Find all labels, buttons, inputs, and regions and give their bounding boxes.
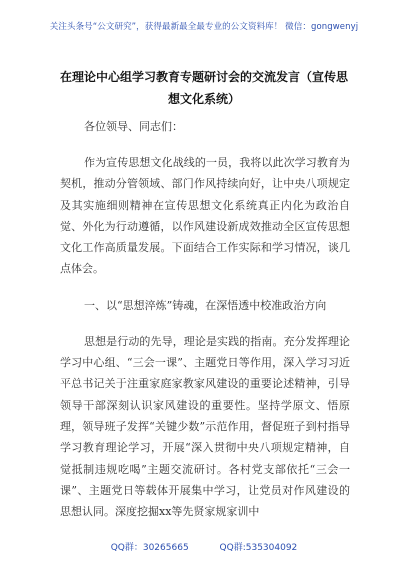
section-paragraph: 思想是行动的先导，理论是实践的指南。充分发挥理论学习中心组、“三会一课”、主题党日等作用，深入学习习近平总书记关于注重家庭家教家风建设的重要论述精神，引导领导干部深刻认识家风建设的重要性。坚持学原文、悟原理，领导班子发挥“关键少数”示范作用，督促班子到村指导学习教育理论学习，开展“深入贯彻中央八项规定精神，自觉抵制违规吃喝”主题交流研讨。各村党支部依托“三会一课”、主题党日等载体开展集中学习，让党员对作风建设的思想认同。深度挖掘xx等先贤家规家训中 [60, 334, 350, 519]
salutation: 各位领导、同志们： [84, 120, 183, 133]
document-body [60, 116, 350, 537]
section-heading: 一、以“思想淬炼”铸魂，在深悟透中校准政治方向 [84, 298, 327, 312]
document-title: 在理论中心组学习教育专题研讨会的交流发言（宣传思想文化系统） [59, 70, 348, 106]
header-banner: 关注头条号“公文研究”，获得最新最全最专业的公文资料库！ 微信：gongwenyj [49, 22, 359, 32]
footer-qq-group-2: QQ群:535304092 [219, 543, 298, 553]
footer-qq-group-1: QQ群：30265665 [110, 543, 189, 553]
intro-paragraph: 作为宣传思想文化战线的一员，我将以此次学习教育为契机，推动分管领域、部门作风持续向好，让中央八项规定及其实施细则精神在宣传思想文化系统真正内化为政治自觉、外化为行动遵循，以作风建设新成效推动全区宣传思想文化工作高质量发展。下面结合工作实际和学习情况，谈几点体会。 [60, 156, 350, 276]
footer [0, 540, 408, 553]
